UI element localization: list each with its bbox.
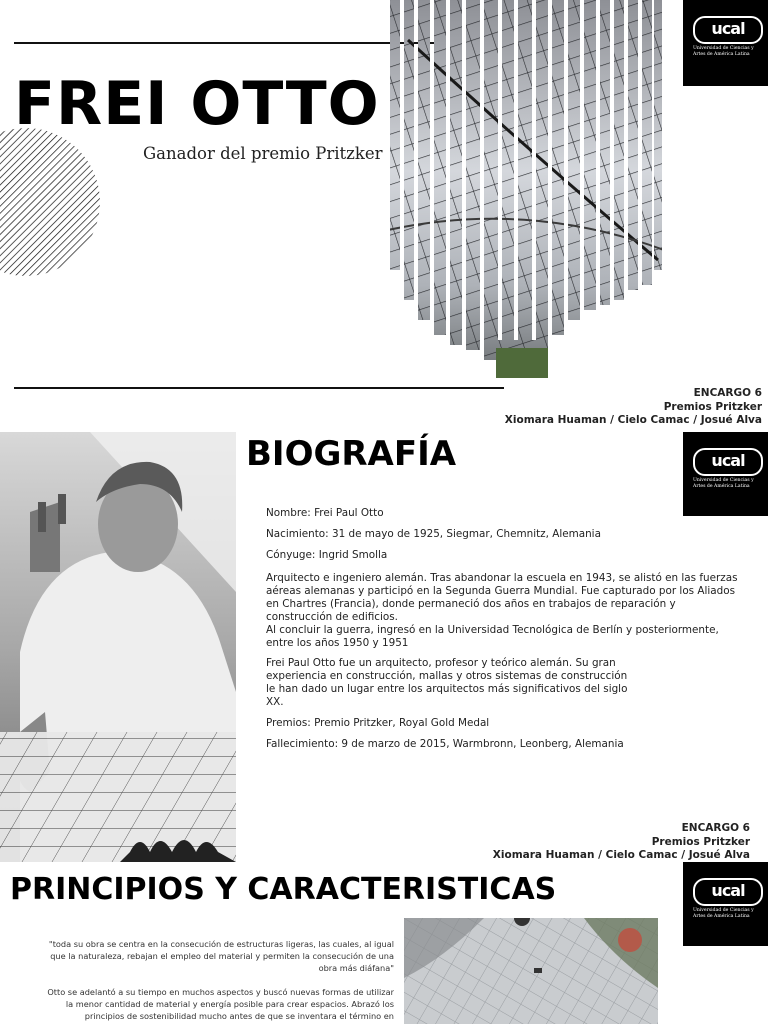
credits-line-2: Premios Pritzker xyxy=(651,835,750,848)
credits-block-2 xyxy=(493,822,750,863)
ucal-logo-subtitle-3: Universidad de Ciencias y Artes de América Latina xyxy=(693,908,754,919)
bio-paragraph-1b: Al concluir la guerra, ingresó en la Universidad Tecnológica de Berlín y posteriormente, entre los años 1950 y 1951 xyxy=(266,624,719,649)
frei-otto-portrait-photo xyxy=(0,432,236,862)
bio-premios: Premios: Premio Pritzker, Royal Gold Medal xyxy=(266,717,490,729)
tent-structure-photo xyxy=(388,0,664,380)
page-subtitle: Ganador del premio Pritzker xyxy=(143,144,383,163)
bio-nombre: Nombre: Frei Paul Otto xyxy=(266,507,384,519)
credits-line-3: Xiomara Huaman / Cielo Camac / Josué Alva xyxy=(504,414,762,426)
ucal-wordmark-2: ucal xyxy=(693,448,763,476)
ucal-logo-subtitle: Universidad de Ciencias y Artes de América Latina xyxy=(693,46,754,57)
bottom-rule xyxy=(14,387,504,389)
principios-heading: PRINCIPIOS Y CARACTERISTICAS xyxy=(10,872,557,907)
bio-fallecimiento: Fallecimiento: 9 de marzo de 2015, Warmbronn, Leonberg, Alemania xyxy=(266,738,624,750)
credits-line-3: Xiomara Huaman / Cielo Camac / Josué Alva xyxy=(492,849,750,861)
bio-nacimiento: Nacimiento: 31 de mayo de 1925, Siegmar, Chemnitz, Alemania xyxy=(266,528,601,540)
bio-conyuge: Cónyuge: Ingrid Smolla xyxy=(266,549,388,561)
ucal-logo-3 xyxy=(683,862,768,946)
hatched-circle-decoration xyxy=(0,128,102,278)
bio-paragraph-2: Frei Paul Otto fue un arquitecto, profesor y teórico alemán. Su gran experiencia en construcción, mallas y otros sistemas de construcción le han dado un lugar entre los arquitectos más significativos del siglo XX. xyxy=(266,657,628,708)
page-title: FREI OTTO xyxy=(14,69,380,139)
ucal-logo-2 xyxy=(683,432,768,516)
credits-line-2: Premios Pritzker xyxy=(663,400,762,413)
aerial-structure-photo xyxy=(404,918,658,1024)
ucal-wordmark-3: ucal xyxy=(693,878,763,906)
bio-paragraph-1: Arquitecto e ingeniero alemán. Tras abandonar la escuela en 1943, se alistó en las fuerzas aéreas alemanas y participó en la Segunda Guerra Mundial. Fue capturado por los Aliados en Chartres (Francia), donde permaneció dos años en trabajos de reparación y construcción de edificios. xyxy=(266,572,738,623)
biografia-text xyxy=(266,507,738,751)
credits-block xyxy=(505,387,762,428)
ucal-logo-subtitle-2: Universidad de Ciencias y Artes de América Latina xyxy=(693,478,754,489)
top-rule xyxy=(14,42,434,44)
principios-quote: "toda su obra se centra en la consecución de estructuras ligeras, las cuales, al igual que la naturaleza, rebajan el empleo del material y permiten la consecución de una obra más diáfana" xyxy=(48,939,394,973)
ucal-wordmark: ucal xyxy=(693,16,763,44)
credits-line-1: ENCARGO 6 xyxy=(681,822,750,834)
principios-paragraph: Otto se adelantó a su tiempo en muchos aspectos y buscó nuevas formas de utilizar la menor cantidad de material y energía posible para crear espacios. Abrazó los principios de sostenibilidad mucho antes de que se inventara el término en xyxy=(47,987,394,1021)
principios-text xyxy=(40,938,394,1022)
credits-line-1: ENCARGO 6 xyxy=(693,387,762,399)
biografia-heading: BIOGRAFÍA xyxy=(246,434,457,474)
ucal-logo xyxy=(683,0,768,86)
